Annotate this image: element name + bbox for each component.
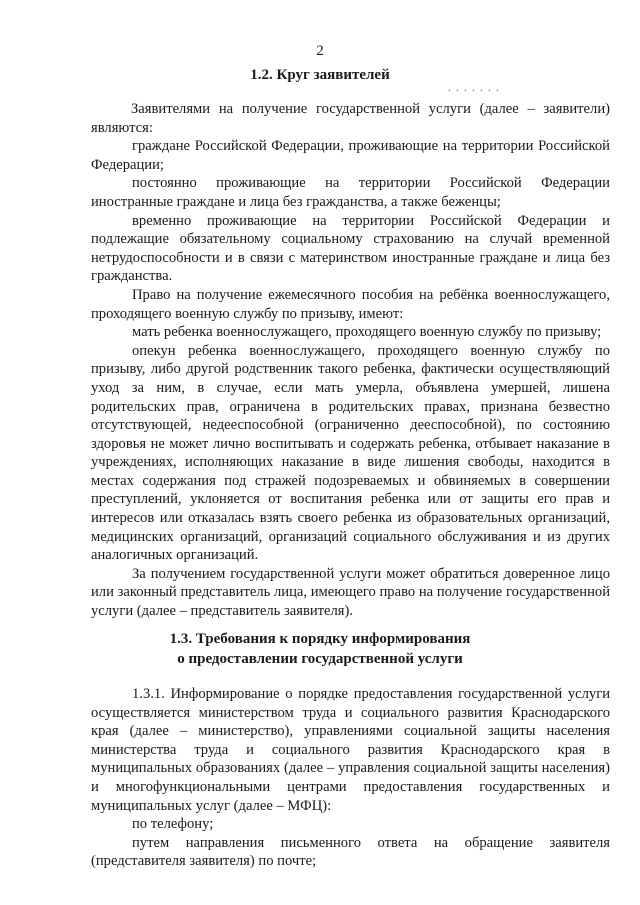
- scan-dots: .......: [448, 80, 504, 94]
- section-1-3-body: [91, 685, 610, 871]
- section-1-3-heading-line1: 1.3. Требования к порядку информирования: [169, 631, 471, 647]
- paragraph-representative: За получением государственной услуги может обратиться доверенное лицо или законный представитель лица, имеющего право на получение государственной услуги (далее – представитель заявителя).: [91, 565, 610, 620]
- page-number: 2: [316, 43, 324, 59]
- section-1-2-heading: 1.2. Круг заявителей: [250, 67, 390, 83]
- paragraph-temporary-residents: временно проживающие на территории Российской Федерации и подлежащие обязательному социальному страхованию на случай временной нетрудоспособности и в связи с материнством иностранные граждане и лица без гражданства.: [91, 212, 610, 285]
- section-1-2-body: [91, 100, 610, 621]
- paragraph-guardian: опекун ребенка военнослужащего, проходящего военную службу по призыву, либо другой родственник такого ребенка, фактически осуществляющий уход за ним, в случае, если мать умерла, объявлена умершей, лишена родительских прав, ограничена в родительских правах, признана безвестно отсутствующей, недееспособной (ограниченно дееспособной), по состоянию здоровья не может лично воспитывать и содержать ребенка, отбывает наказание в учреждениях, исполняющих наказание в виде лишения свободы, находится в местах содержания под стражей подозреваемых и обвиняемых в совершении преступлений, уклоняется от воспитания ребенка или от защиты его прав и интересов или отказалась взять своего ребенка из образовательных организаций, медицинских организаций, организаций социального обслуживания и из других аналогичных организаций.: [91, 342, 610, 564]
- paragraph-by-mail: путем направления письменного ответа на обращение заявителя (представителя заявителя) по почте;: [91, 834, 610, 870]
- paragraph-mother: мать ребенка военнослужащего, проходящего военную службу по призыву;: [132, 324, 602, 341]
- paragraph-right-to-allowance: Право на получение ежемесячного пособия на ребёнка военнослужащего, проходящего военную службу по призыву, имеют:: [91, 286, 610, 322]
- paragraph-citizens: граждане Российской Федерации, проживающие на территории Российской Федерации;: [91, 138, 610, 173]
- paragraph-informing: 1.3.1. Информирование о порядке предоставления государственной услуги осуществляется министерством труда и социального развития Краснодарского края (далее – министерство), управлениями социальной защиты населения министерства труда и социального развития Краснодарского края в муниципальных образованиях (далее – управления социальной защиты населения) и многофункциональными центрами предоставления государственных и муниципальных услуг (далее – МФЦ):: [91, 686, 610, 814]
- paragraph-permanent-residents: постоянно проживающие на территории Российской Федерации иностранные граждане и лица без гражданства, а также беженцы;: [91, 175, 610, 210]
- paragraph-applicants: Заявителями на получение государственной услуги (далее – заявители) являются:: [91, 101, 610, 136]
- section-1-3-heading-line2: о предоставлении государственной услуги: [177, 651, 463, 667]
- paragraph-by-phone: по телефону;: [132, 816, 214, 833]
